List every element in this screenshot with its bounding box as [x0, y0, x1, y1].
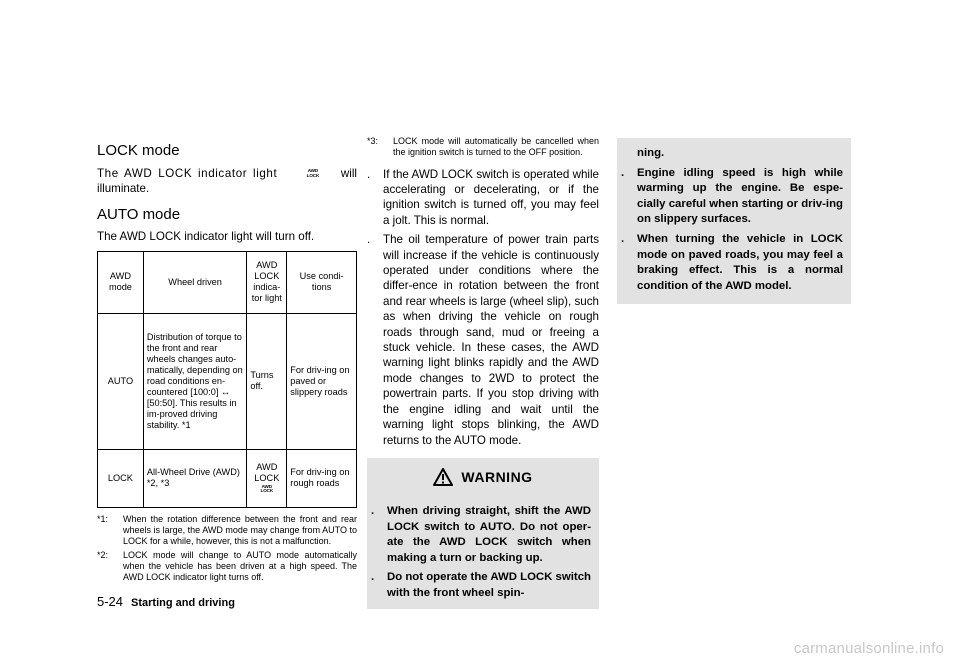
bullet-mark: .: [367, 233, 371, 247]
warning-text: Engine idling speed is high while warming up the engine. Be espe-cially careful when starting or driv-ing on slippery surfaces.: [637, 166, 843, 226]
left-column: [97, 142, 357, 583]
table-header-cell: AWD LOCK indica-tor light: [247, 251, 287, 313]
bullet-mark: .: [367, 167, 371, 181]
list-item: [621, 146, 843, 162]
bullet-mark: .: [621, 232, 625, 245]
warning-text: When driving straight, shift the AWD LOCK switch to AUTO. Do not oper-ate the AWD LOCK switch when making a turn or backing up.: [387, 504, 591, 564]
warning-header: [367, 458, 599, 496]
footnote-mark: *2:: [97, 549, 109, 560]
footnote-text: LOCK mode will automatically be cancelled when the ignition switch is turned to the OFF position.: [393, 136, 599, 158]
list-item: [367, 167, 599, 229]
bullet-mark: .: [621, 166, 625, 179]
bullet-mark: .: [371, 571, 375, 584]
footnotes: [97, 514, 357, 584]
lock-mode-heading: LOCK mode: [97, 142, 180, 159]
table-row: [98, 449, 357, 507]
table-cell-wheel: All-Wheel Drive (AWD) *2, *3: [143, 449, 246, 507]
table-header-cell: Use condi-tions: [287, 251, 357, 313]
footnote-mark: *3:: [367, 136, 379, 146]
table-cell-wheel: Distribution of torque to the front and rear wheels changes auto-matically, depending on road conditions en-countered [100:0] ↔ [50:50]. This results in im-proved driving stability. *1: [143, 313, 246, 449]
lock-text-after: will: [340, 167, 357, 180]
middle-column: [367, 132, 599, 609]
warning-body-continued: [617, 138, 851, 304]
footnote: [97, 514, 357, 548]
page-footer: [97, 594, 235, 609]
list-item: [621, 166, 843, 228]
lock-text-before: The AWD LOCK indicator light: [97, 167, 278, 180]
page-number: 5-24: [97, 594, 124, 609]
list-item: [371, 504, 591, 566]
watermark: carmanualsonline.info: [793, 640, 944, 657]
list-item: [371, 570, 591, 601]
auto-mode-heading: AUTO mode: [97, 206, 181, 224]
bullet-mark: .: [371, 504, 375, 517]
bullet-text: The oil temperature of power train parts will increase if the vehicle is continuously operated under conditions where the differ-ence in rotation between the front and rear wheels is large (wheel slip), such as when driving the vehicle on rough roads through sand, mud or freeing a stuck vehicle. In these cases, the AWD warning light blinks rapidly and the AWD mode changes to 2WD to protect the powertrain parts. If you stop driving with the engine idling and wait until the warning light stops blinking, the AWD returns to the AUTO mode.: [383, 233, 599, 447]
awd-lock-indicator-icon: AWD LOCK: [260, 483, 274, 494]
warning-text: ning.: [637, 147, 665, 159]
footnote-mark: *1:: [97, 513, 109, 524]
warning-text: Do not operate the AWD LOCK switch with the front wheel spin-: [387, 571, 591, 599]
list-item: [621, 232, 843, 294]
table-cell-light: [247, 449, 287, 507]
bullet-text: If the AWD LOCK switch is operated while accelerating or decelerating, or if the ignition switch is turned off, you may feel a jolt. This is normal.: [383, 167, 599, 227]
bullet-mark: [621, 146, 637, 162]
awd-lock-indicator-icon: AWD LOCK: [306, 168, 320, 178]
table-header-cell: AWD mode: [98, 251, 144, 313]
right-column: [617, 138, 851, 304]
table-cell-use: For driv-ing on paved or slippery roads: [287, 313, 357, 449]
table-header-row: [98, 251, 357, 313]
lock-mode-text: [97, 166, 357, 181]
footnote-text: When the rotation difference between the front and rear wheels is large, the AWD mode may change from AUTO to LOCK for a while, however, this is not a malfunction.: [123, 513, 357, 547]
warning-body: [367, 494, 599, 610]
table-row: [98, 313, 357, 449]
awd-mode-table: [97, 251, 357, 508]
lock-text-end: illuminate.: [97, 182, 150, 196]
table-cell-light-text: AWD LOCK: [254, 461, 280, 483]
table-header-cell: Wheel driven: [143, 251, 246, 313]
table-cell-mode: AUTO: [98, 313, 144, 449]
warning-title: WARNING: [461, 468, 533, 485]
footnote-text: LOCK mode will change to AUTO mode automatically when the vehicle has been driven at a high speed. The AWD LOCK indicator light turns off.: [123, 549, 357, 583]
list-item: [367, 232, 599, 448]
table-cell-light: Turns off.: [247, 313, 287, 449]
warning-text: When turning the vehicle in LOCK mode on paved roads, you may feel a braking effect. This is a normal condition of the AWD model.: [637, 232, 843, 292]
section-title: Starting and driving: [131, 597, 235, 609]
warning-icon: [433, 468, 453, 486]
table-cell-mode: LOCK: [98, 449, 144, 507]
table-cell-use: For driv-ing on rough roads: [287, 449, 357, 507]
auto-mode-text: The AWD LOCK indicator light will turn off.: [97, 230, 315, 244]
footnote: [367, 136, 599, 159]
footnote: [97, 550, 357, 584]
